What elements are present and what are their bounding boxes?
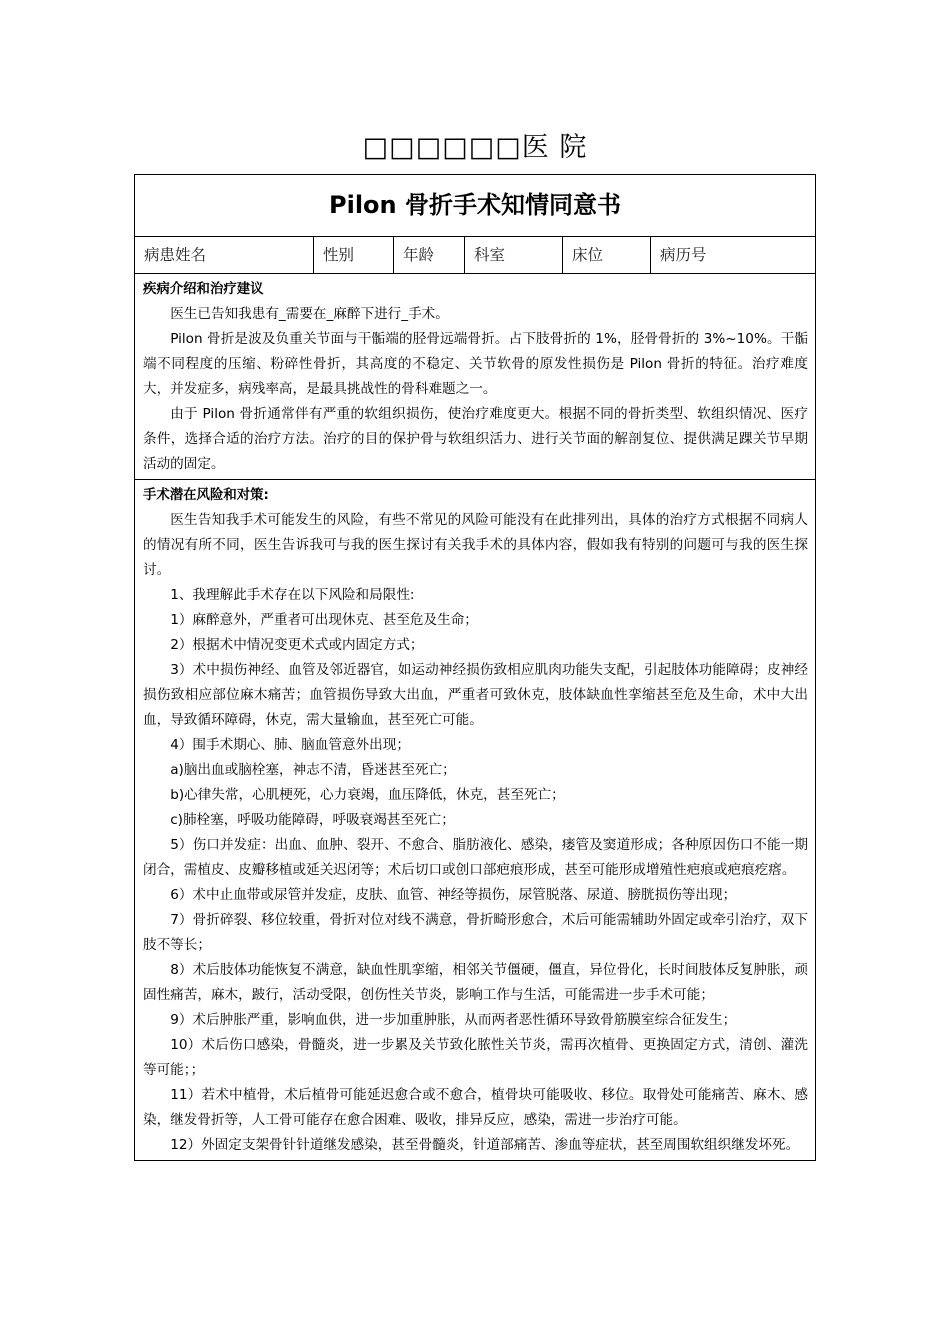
consent-form [134, 174, 816, 1161]
risk-item: 10）术后伤口感染，骨髓炎，进一步累及关节致化脓性关节炎，需再次植骨、更换固定方式，清创、灌洗等可能；； [143, 1037, 808, 1078]
risk-item: a)脑出血或脑栓塞，神志不清，昏迷甚至死亡； [170, 762, 456, 778]
risk-item: c)肺栓塞，呼吸功能障碍，呼吸衰竭甚至死亡； [170, 812, 455, 828]
risk-item: 11）若术中植骨，术后植骨可能延迟愈合或不愈合，植骨块可能吸收、移位。取骨处可能痛苦、麻木、感染，继发骨折等，人工骨可能存在愈合困难、吸收，排异反应，感染，需进一步治疗可能。 [143, 1087, 808, 1128]
age-field[interactable]: 年龄 [394, 237, 465, 273]
paragraph: 由于 Pilon 骨折通常伴有严重的软组织损伤，使治疗难度更大。根据不同的骨折类型、软组织情况、医疗条件，选择合适的治疗方法。治疗的目的保护骨与软组织活力、进行关节面的解剖复位、提供满足踝关节早期活动的固定。 [143, 406, 808, 472]
paragraph: 医生告知我手术可能发生的风险，有些不常见的风险可能没有在此排列出，具体的治疗方式根据不同病人的情况有所不同，医生告诉我可与我的医生探讨有关我手术的具体内容，假如我有特别的问题可与我的医生探讨。 [143, 512, 808, 578]
bed-field[interactable]: 床位 [563, 237, 651, 273]
risk-item: b)心律失常，心肌梗死，心力衰竭，血压降低，休克，甚至死亡； [170, 787, 565, 803]
risk-item: 6）术中止血带或尿管并发症，皮肤、血管、神经等损伤，尿管脱落、尿道、膀胱损伤等出现； [170, 887, 737, 903]
risk-item: 5）伤口并发症：出血、血肿、裂开、不愈合、脂肪液化、感染，瘘管及窦道形成；各种原因伤口不能一期闭合，需植皮、皮瓣移植或延关迟闭等；术后切口或创口部疤痕形成，甚至可能形成增殖性疤痕或疤痕疙瘩。 [143, 837, 808, 878]
risk-item: 1）麻醉意外，严重者可出现休克、甚至危及生命； [170, 612, 478, 628]
risk-item: 9）术后肿胀严重，影响血供，进一步加重肿胀，从而两者恶性循环导致骨筋膜室综合征发生； [170, 1012, 737, 1028]
section-heading: 手术潜在风险和对策: [143, 488, 269, 503]
risk-item: 3）术中损伤神经、血管及邻近器官，如运动神经损伤致相应肌肉功能失支配，引起肢体功能障碍；皮神经损伤致相应部位麻木痛苦；血管损伤导致大出血，严重者可致休克，肢体缺血性挛缩甚至危及生命，术中大出血，导致循环障碍，休克，需大量输血，甚至死亡可能。 [143, 662, 808, 728]
patient-info-row [135, 237, 815, 274]
form-title: Pilon 骨折手术知情同意书 [135, 175, 815, 237]
paragraph: 1、我理解此手术存在以下风险和局限性: [170, 587, 415, 603]
risk-item: 4）围手术期心、肺、脑血管意外出现； [170, 737, 410, 753]
department-field[interactable]: 科室 [465, 237, 563, 273]
patient-name-field[interactable]: 病患姓名 [135, 237, 314, 273]
medical-record-number-field[interactable]: 病历号 [660, 246, 707, 264]
hospital-name: □□□□□□医 院 [362, 132, 588, 163]
risk-item: 7）骨折碎裂、移位较重，骨折对位对线不满意，骨折畸形愈合，术后可能需辅助外固定或牵引治疗，双下肢不等长； [143, 912, 808, 953]
risk-item: 12）外固定支架骨针针道继发感染，甚至骨髓炎，针道部痛苦、渗血等症状，甚至周围软组织继发坏死。 [170, 1137, 800, 1153]
disease-introduction-section [135, 274, 815, 479]
risk-item: 2）根据术中情况变更术式或内固定方式； [170, 637, 424, 653]
section-heading: 疾病介绍和治疗建议 [143, 282, 264, 297]
risk-item: 8）术后肢体功能恢复不满意，缺血性肌挛缩，相邻关节僵硬，僵直，异位骨化，长时间肢体反复肿胀，顽固性痛苦，麻木，跛行，活动受限，创伤性关节炎，影响工作与生活，可能需进一步手术可能； [143, 962, 808, 1003]
paragraph: 医生已告知我患有_需要在_麻醉下进行_手术。 [170, 306, 449, 322]
gender-field[interactable]: 性别 [314, 237, 394, 273]
surgical-risks-section [135, 479, 815, 1160]
paragraph: Pilon 骨折是波及负重关节面与干骺端的胫骨远端骨折。占下肢骨折的 1%，胫骨骨折的 3%~10%。干骺端不同程度的压缩、粉碎性骨折，其高度的不稳定、关节软骨的原发性损伤是 Pilon 骨折的特征。治疗难度大，并发症多，病残率高，是最具挑战性的骨科难题之一。 [143, 331, 808, 397]
